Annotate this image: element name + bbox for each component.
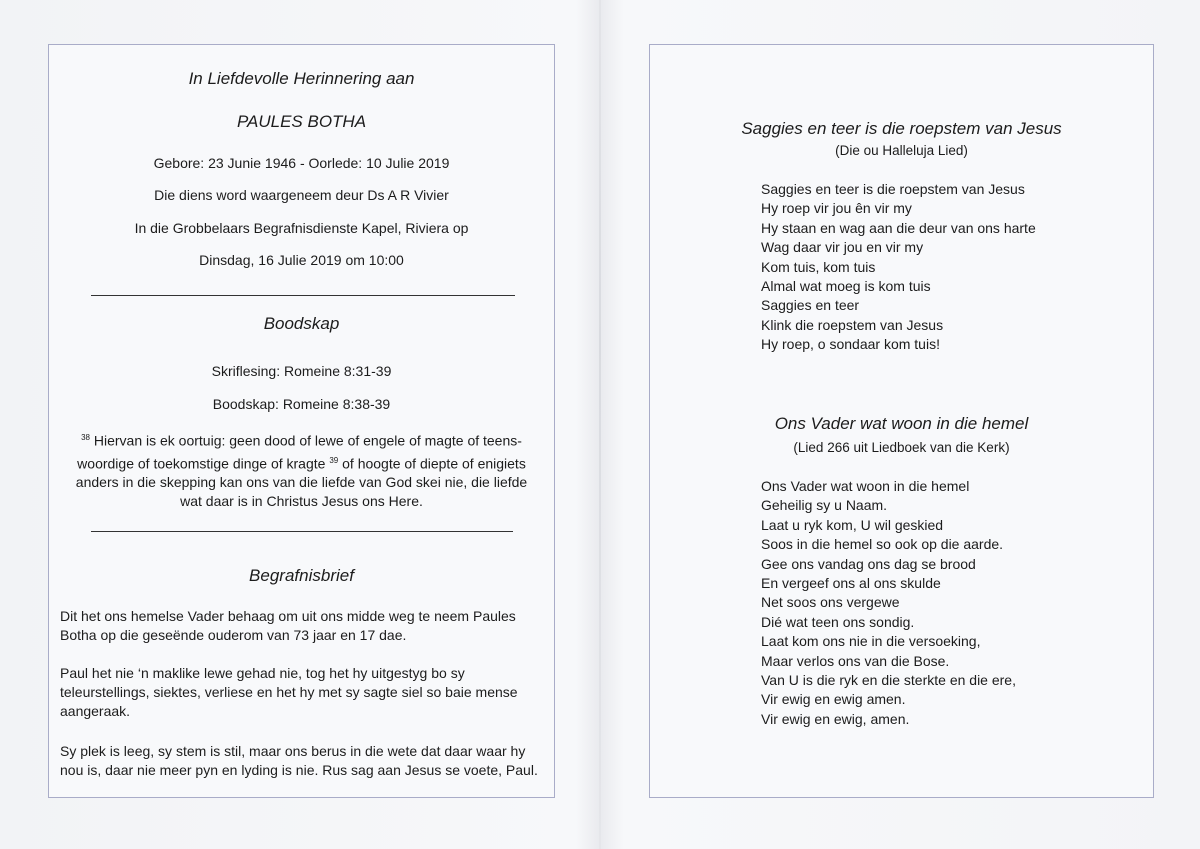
verse-number: 38: [81, 433, 90, 442]
divider-2: [91, 531, 513, 532]
hymn-2-title: Ons Vader wat woon in die hemel: [774, 414, 1029, 433]
letter-paragraph-2: Paul het nie ‘n maklike lewe gehad nie, tog het hy uitgestyg bo sy teleurstellings, siektes, verliese en het hy met sy sagte siel so baie mense aangeraak.: [60, 665, 518, 719]
verse-number: 39: [329, 455, 339, 465]
divider-1: [91, 295, 515, 296]
lyric-line: Maar verlos ons van die Bose.: [761, 652, 950, 669]
lyric-line: Wag daar vir jou en vir my: [761, 239, 924, 256]
hymn-1-subtitle: (Die ou Halleluja Lied): [835, 143, 968, 158]
lyric-line: Saggies en teer: [761, 297, 860, 314]
deceased-name: PAULES BOTHA: [236, 112, 367, 131]
message-heading: Boodskap: [263, 314, 340, 333]
lyric-line: Ons Vader wat woon in die hemel: [761, 478, 970, 494]
lyric-line: Geheilig sy u Naam.: [761, 497, 888, 514]
hymn-1-title: Saggies en teer is die roepstem van Jesus: [741, 119, 1062, 138]
hymn-2-subtitle: (Lied 266 uit Liedboek van die Kerk): [793, 440, 1010, 455]
lyric-line: Laat u ryk kom, U wil geskied: [761, 516, 944, 533]
letter-paragraph-3: Sy plek is leeg, sy stem is stil, maar ons berus in die wete dat daar waar hy nou is, daar nie meer pyn en lyding is nie. Rus sag aan Jesus se voete, Paul.: [60, 743, 538, 778]
hymn-1-lyrics: [761, 180, 1036, 355]
lyric-line: Dié wat teen ons sondig.: [761, 613, 915, 630]
lyric-line: Laat kom ons nie in die versoeking,: [761, 633, 981, 650]
lyric-line: Soos in die hemel so ook op die aarde.: [761, 536, 1004, 553]
birth-death-dates: Gebore: 23 Junie 1946 - Oorlede: 10 Julie 2019: [153, 155, 450, 171]
lyric-line: Klink die roepstem van Jesus: [761, 316, 944, 333]
lyric-line: Hy roep, o sondaar kom tuis!: [761, 336, 940, 353]
lyric-line: Hy staan en wag aan die deur van ons harte: [761, 219, 1036, 236]
lyric-line: Net soos ons vergewe: [761, 594, 900, 611]
letter-paragraph-1: Dit het ons hemelse Vader behaag om uit ons midde weg te neem Paules Botha op die geseënde ouderom van 73 jaar en 17 dae.: [60, 608, 516, 643]
scripture-passage: $^{38}$ Hiervan is ek oortuig: geen dood of lewe of engele of magte of teens- woordige of toekomstige dinge of kragte $^{39}$ of hoogte of diepte of enigiets anders in die skepping kan ons van die liefde van God skei nie, die liefde wat daar is in Christus Jesus ons Here.: [75, 432, 528, 510]
venue-line: In die Grobbelaars Begrafnisdienste Kapel, Riviera op: [134, 220, 469, 236]
officiant-line: Die diens word waargeneem deur Ds A R Vivier: [154, 187, 449, 203]
page-fold: [599, 0, 601, 849]
lyric-line: Kom tuis, kom tuis: [761, 258, 876, 275]
left-page: [48, 44, 555, 798]
hymn-2-lyrics: [761, 477, 1016, 729]
memorial-title: In Liefdevolle Herinnering aan: [188, 69, 415, 88]
right-page: [649, 44, 1154, 798]
lyric-line: Hy roep vir jou ên vir my: [761, 200, 912, 217]
lyric-line: Almal wat moeg is kom tuis: [761, 278, 931, 295]
lyric-line: En vergeef ons al ons skulde: [761, 575, 941, 592]
lyric-line: Vir ewig en ewig amen.: [761, 691, 906, 708]
lyric-line: Saggies en teer is die roepstem van Jesus: [761, 181, 1025, 197]
service-datetime: Dinsdag, 16 Julie 2019 om 10:00: [199, 252, 404, 268]
scripture-reading: Skriflesing: Romeine 8:31-39: [211, 363, 392, 379]
lyric-line: Van U is die ryk en die sterkte en die ere,: [761, 672, 1016, 689]
letter-heading: Begrafnisbrief: [249, 566, 354, 585]
lyric-line: Gee ons vandag ons dag se brood: [761, 555, 976, 572]
lyric-line: Vir ewig en ewig, amen.: [761, 710, 910, 727]
message-reference: Boodskap: Romeine 8:38-39: [212, 396, 391, 412]
